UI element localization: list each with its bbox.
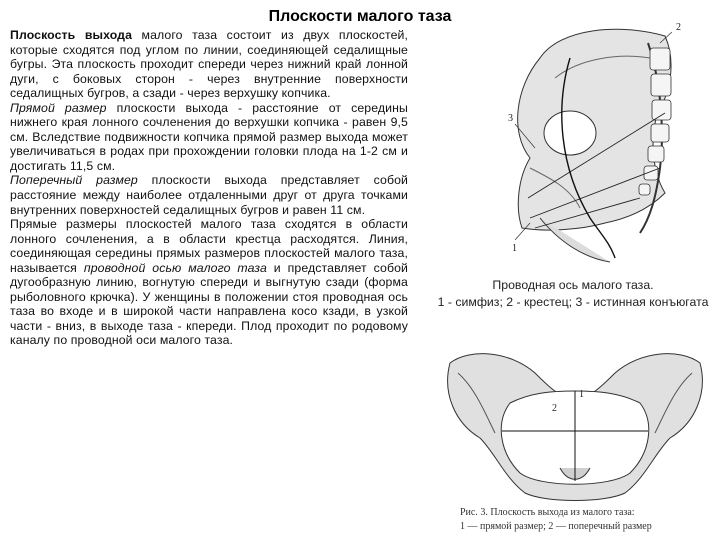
paragraph-text: малого таза состоит из двух плоскостей, которые сходятся под углом по линии, соединяющей седалищные бугры. Эта плоскость проходит спереди через нижний край лонной дуги, с боковых сторон - через внутренние поверхности седалищных бугров, а сзади - через верхушку копчика. (10, 28, 408, 101)
term-pelvic-axis: проводной осью малого таза (83, 260, 267, 275)
paragraph-text: Прямые размеры плоскостей малого таза сходятся в области лонного сочленения, а в области крестца расходятся. Линия, соединяющая середины прямых размеров плоскостей малого таза, называется (10, 217, 408, 275)
body-text (10, 28, 408, 348)
figure2-label-2: 2 (552, 403, 557, 414)
paragraph-transverse-size (10, 173, 408, 217)
figure2-caption (460, 506, 718, 534)
figure1-caption (432, 277, 714, 310)
pelvis-bone-drawing (518, 29, 671, 262)
term-direct-size: Прямой размер (10, 100, 107, 115)
figure2-label-1: 1 (579, 389, 584, 400)
figure1-label-3: 3 (508, 113, 513, 124)
paragraph-pelvic-axis (10, 217, 408, 348)
paragraph-outlet-plane (10, 28, 408, 101)
pelvic-axis-illustration (500, 18, 690, 266)
page-title: Плоскости малого таза (268, 8, 452, 25)
figure1-caption-line2: 1 - симфиз; 2 - крестец; 3 - истинная конъюгата (437, 294, 709, 309)
paragraph-text: плоскости выхода представляет собой расстояние между наиболее отдаленными друг от друга точками внутренних поверхностей седалищных бугров и равен 11 см. (10, 173, 408, 217)
figure1-label-1: 1 (512, 243, 517, 254)
paragraph-direct-size (10, 101, 408, 174)
figure1-caption-line1: Проводная ось малого таза. (492, 278, 654, 292)
figure2-caption-line2: 1 — прямой размер; 2 — поперечный размер (460, 521, 652, 532)
paragraph-text: плоскости выхода - расстояние от середины нижнего края лонного сочленения до верхушки копчика - равен 9,5 см. Вследствие подвижности копчика прямой размер выхода может увеличиваться в родах при прохождении головки плода на 1-2 см и достигать 11,5 см. (10, 100, 408, 173)
term-outlet-plane: Плоскость выхода (10, 28, 133, 42)
pelvic-outlet-illustration (440, 343, 710, 503)
paragraph-text: и представляет собой дугообразную линию, вогнутую спереди и выгнутую сзади (форма рыболовного крючка). У женщины в положении стоя проводная ось таза во входе и в широкой части направлена косо кзади, в узкой части - вниз, в выходе таза - кпереди. Плод проходит по родовому каналу по проводной оси малого таза. (10, 260, 408, 348)
figure2-caption-line1: Рис. 3. Плоскость выхода из малого таза: (460, 507, 635, 518)
term-transverse-size: Поперечный размер (10, 173, 138, 188)
figure1-label-2: 2 (676, 22, 681, 33)
